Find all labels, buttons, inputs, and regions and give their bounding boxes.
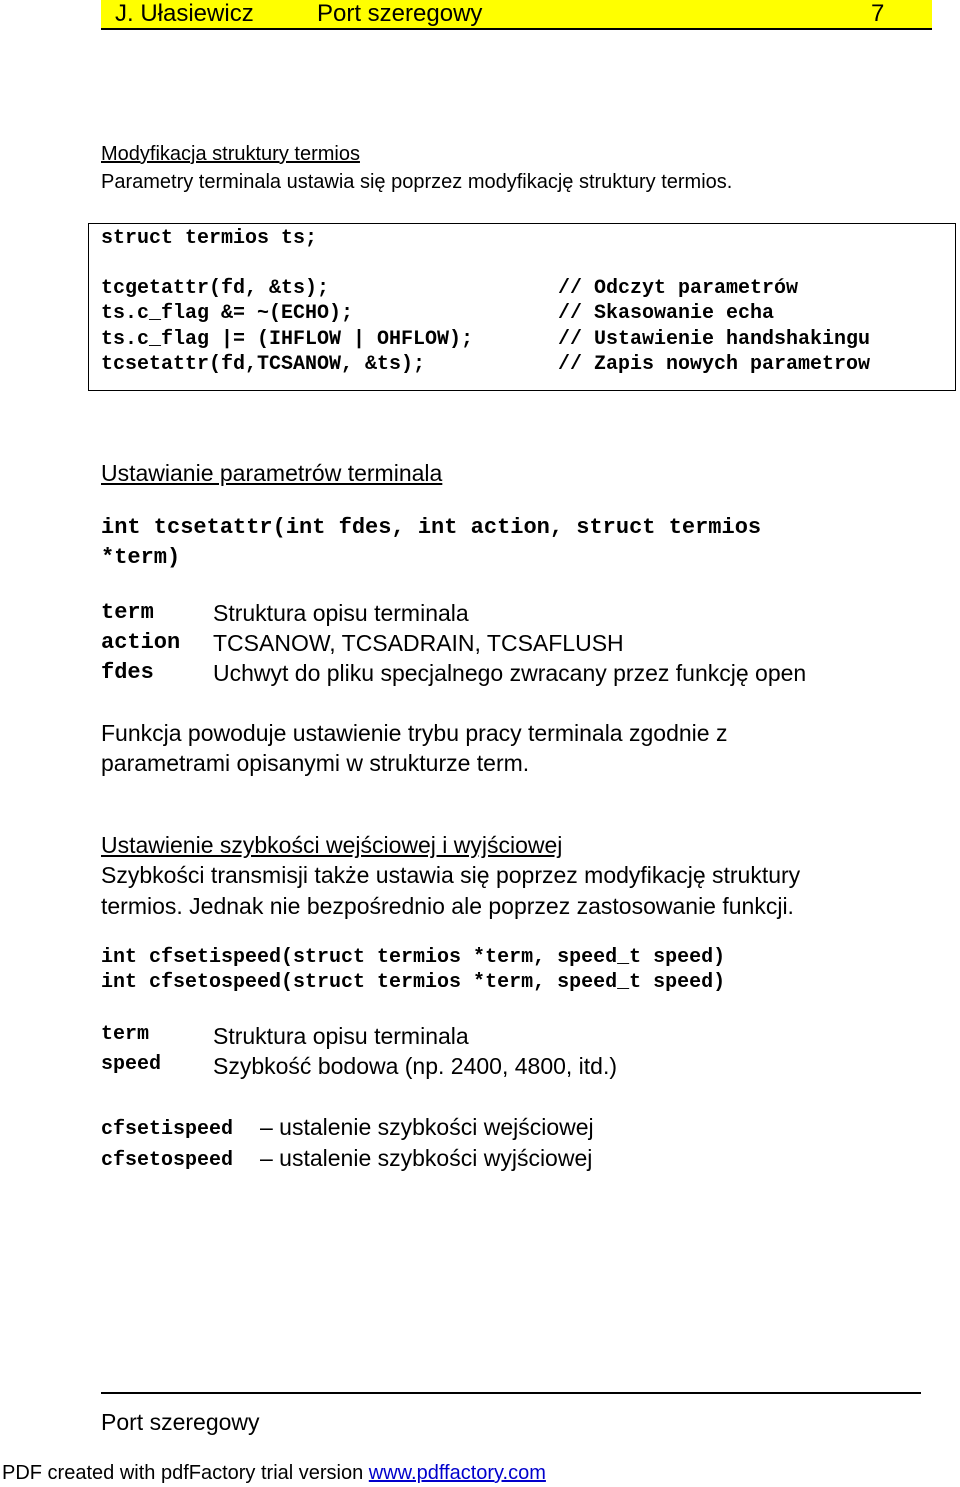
param-desc: Struktura opisu terminala	[213, 600, 469, 626]
function-signature: int tcsetattr(int fdes, int action, struct termios	[101, 515, 762, 540]
function-name: cfsetospeed	[101, 1149, 234, 1172]
function-desc: – ustalenie szybkości wejściowej	[260, 1114, 594, 1140]
code-block	[88, 223, 956, 391]
code-line: tcsetattr(fd,TCSANOW, &ts);	[101, 353, 426, 376]
param-name: speed	[101, 1053, 162, 1076]
code-line: ts.c_flag &= ~(ECHO);	[101, 302, 354, 325]
section-heading-termios: Modyfikacja struktury termios	[101, 143, 360, 165]
pdffactory-link[interactable]: www.pdffactory.com	[368, 1462, 546, 1484]
code-comment: // Zapis nowych parametrow	[558, 353, 871, 376]
function-signature-cont: *term)	[101, 545, 181, 570]
function-signature: int cfsetispeed(struct termios *term, speed_t speed)	[101, 946, 726, 969]
section-heading-speed: Ustawienie szybkości wejściowej i wyjściowej	[101, 832, 563, 858]
function-name: cfsetispeed	[101, 1118, 234, 1141]
description-text-cont: parametrami opisanymi w strukturze term.	[101, 750, 530, 776]
param-name: term	[101, 1023, 150, 1046]
header-author: J. Ułasiewicz	[115, 0, 254, 27]
param-desc: TCSANOW, TCSADRAIN, TCSAFLUSH	[213, 630, 624, 656]
param-desc: Szybkość bodowa (np. 2400, 4800, itd.)	[213, 1053, 618, 1079]
function-signature: int cfsetospeed(struct termios *term, speed_t speed)	[101, 971, 726, 994]
code-comment: // Ustawienie handshakingu	[558, 328, 871, 351]
section-text-termios: Parametry terminala ustawia się poprzez modyfikację struktury termios.	[101, 171, 733, 193]
pdf-note	[2, 1459, 546, 1487]
description-text: Funkcja powoduje ustawienie trybu pracy terminala zgodnie z	[101, 720, 728, 746]
section-heading-tcsetattr: Ustawianie parametrów terminala	[101, 460, 443, 486]
function-desc: – ustalenie szybkości wyjściowej	[260, 1145, 593, 1171]
param-desc: Struktura opisu terminala	[213, 1023, 469, 1049]
code-line: struct termios ts;	[101, 227, 318, 250]
footer-divider	[101, 1392, 921, 1394]
header-page-number: 7	[871, 0, 885, 27]
param-name: action	[101, 630, 181, 655]
param-desc: Uchwyt do pliku specjalnego zwracany przez funkcję open	[213, 660, 807, 686]
code-line: ts.c_flag |= (IHFLOW | OHFLOW);	[101, 328, 474, 351]
pdf-note-text: PDF created with pdfFactory trial version	[2, 1462, 369, 1484]
header-title: Port szeregowy	[317, 0, 483, 27]
code-comment: // Odczyt parametrów	[558, 277, 799, 300]
section-text-speed-cont: termios. Jednak nie bezpośrednio ale poprzez zastosowanie funkcji.	[101, 893, 794, 919]
footer-title: Port szeregowy	[101, 1409, 260, 1435]
section-text-speed: Szybkości transmisji także ustawia się poprzez modyfikację struktury	[101, 862, 801, 888]
code-comment: // Skasowanie echa	[558, 302, 775, 325]
param-name: term	[101, 600, 154, 625]
code-line: tcgetattr(fd, &ts);	[101, 277, 330, 300]
page-header	[101, 0, 932, 30]
param-name: fdes	[101, 660, 154, 685]
